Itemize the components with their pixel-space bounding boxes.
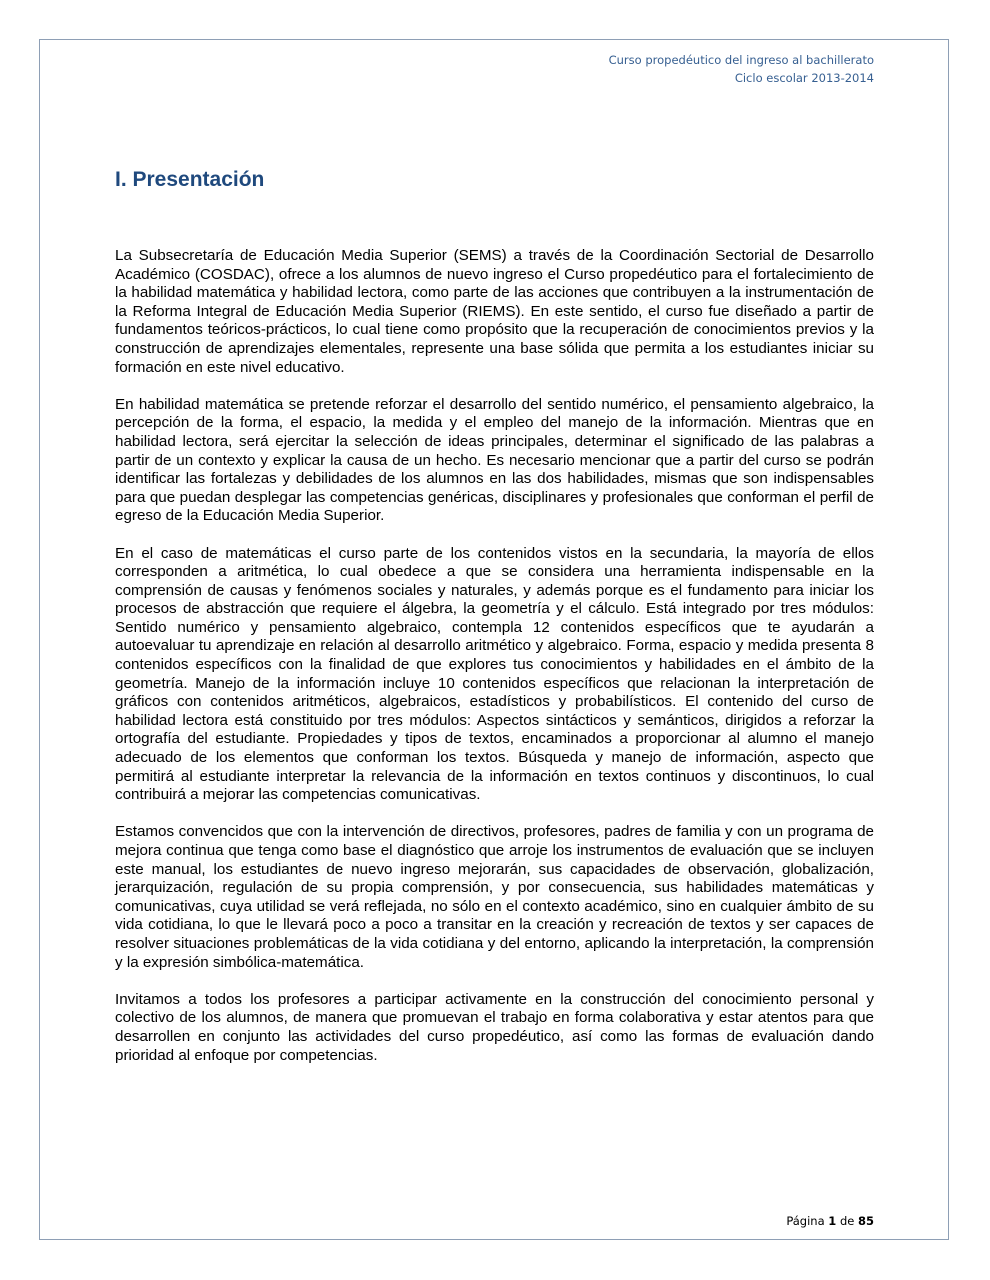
total-pages: 85: [857, 1214, 874, 1228]
document-body: [115, 247, 874, 1084]
page-of-label: de: [839, 1214, 855, 1228]
page-label: Página: [786, 1214, 825, 1228]
header-course-title: Curso propedéutico del ingreso al bachillerato: [608, 53, 874, 67]
running-header: [609, 51, 874, 87]
paragraph-2: En habilidad matemática se pretende reforzar el desarrollo del sentido numérico, el pensamiento algebraico, la percepción de la forma, el espacio, la medida y el empleo del manejo de la información. Mientras que en habilidad lectora, será ejercitar la selección de ideas principales, determinar el significado de las palabras a partir de un contexto y explicar la causa de un hecho. Es necesario mencionar que a partir del curso se podrán identificar las fortalezas y debilidades de los alumnos en las dos habilidades, mismas que son indispensables para que puedan desplegar las competencias genéricas, disciplinares y profesionales que conforman el perfil de egreso de la Educación Media Superior.: [115, 395, 874, 525]
header-school-cycle: Ciclo escolar 2013-2014: [734, 71, 874, 85]
page-footer: [786, 1212, 874, 1230]
paragraph-3: En el caso de matemáticas el curso parte de los contenidos vistos en la secundaria, la mayoría de ellos corresponden a aritmética, lo cual obedece a que se considera una herramienta indispensable en la comprensión de causas y fenómenos sociales y naturales, y además porque es el fundamento para iniciar los procesos de abstracción que requiere el álgebra, la geometría y el cálculo. Está integrado por tres módulos: Sentido numérico y pensamiento algebraico, contempla 12 contenidos específicos que te ayudarán a autoevaluar tu aprendizaje en relación al desarrollo aritmético y algebraico. Forma, espacio y medida presenta 8 contenidos específicos con la finalidad de que explores tus conocimientos y habilidades en el ámbito de la geometría. Manejo de la información incluye 10 contenidos específicos que relacionan la interpretación de gráficos con contenidos aritméticos, algebraicos, estadísticos y probabilísticos. El contenido del curso de habilidad lectora está constituido por tres módulos: Aspectos sintácticos y semánticos, dirigidos a reforzar la ortografía del estudiante. Propiedades y tipos de textos, encaminados a proporcionar al alumno el manejo adecuado de los elementos que conforman los textos. Búsqueda y manejo de información, aspecto que permitirá al estudiante interpretar la relevancia de la información en textos continuos y discontinuos, lo cual contribuirá a mejorar las competencias comunicativas.: [115, 544, 874, 804]
section-title: I. Presentación: [115, 168, 265, 191]
paragraph-1: La Subsecretaría de Educación Media Superior (SEMS) a través de la Coordinación Sectorial de Desarrollo Académico (COSDAC), ofrece a los alumnos de nuevo ingreso el Curso propedéutico para el fortalecimiento de la habilidad matemática y habilidad lectora, como parte de las acciones que contribuyen a la instrumentación de la Reforma Integral de Educación Media Superior (RIEMS). En este sentido, el curso fue diseñado a partir de fundamentos teóricos-prácticos, lo cual tiene como propósito que la recuperación de conocimientos previos y la construcción de aprendizajes elementales, represente una base sólida que permita a los estudiantes iniciar su formación en este nivel educativo.: [115, 247, 874, 376]
paragraph-4: Estamos convencidos que con la intervención de directivos, profesores, padres de familia y con un programa de mejora continua que tenga como base el diagnóstico que arroje los instrumentos de evaluación que se incluyen este manual, los estudiantes de nuevo ingreso mejorarán, sus capacidades de observación, globalización, jerarquización, regulación de su propia comprensión, y por consecuencia, sus habilidades matemáticas y comunicativas, cuya utilidad se verá reflejada, no sólo en el contexto académico, sino en cualquier ámbito de su vida cotidiana, lo que le llevará poco a poco a transitar en la creación y recreación de textos y ser capaces de resolver situaciones problemáticas de la vida cotidiana y del entorno, aplicando la interpretación, la comprensión y la expresión simbólica-matemática.: [115, 823, 874, 971]
paragraph-5: Invitamos a todos los profesores a participar activamente en la construcción del conocimiento personal y colectivo de los alumnos, de manera que promuevan el trabajo en forma colaborativa y estar atentos para que desarrollen en conjunto las actividades del curso propedéutico, así como las formas de evaluación dando prioridad al enfoque por competencias.: [115, 990, 874, 1064]
page-number: 1: [828, 1214, 837, 1228]
